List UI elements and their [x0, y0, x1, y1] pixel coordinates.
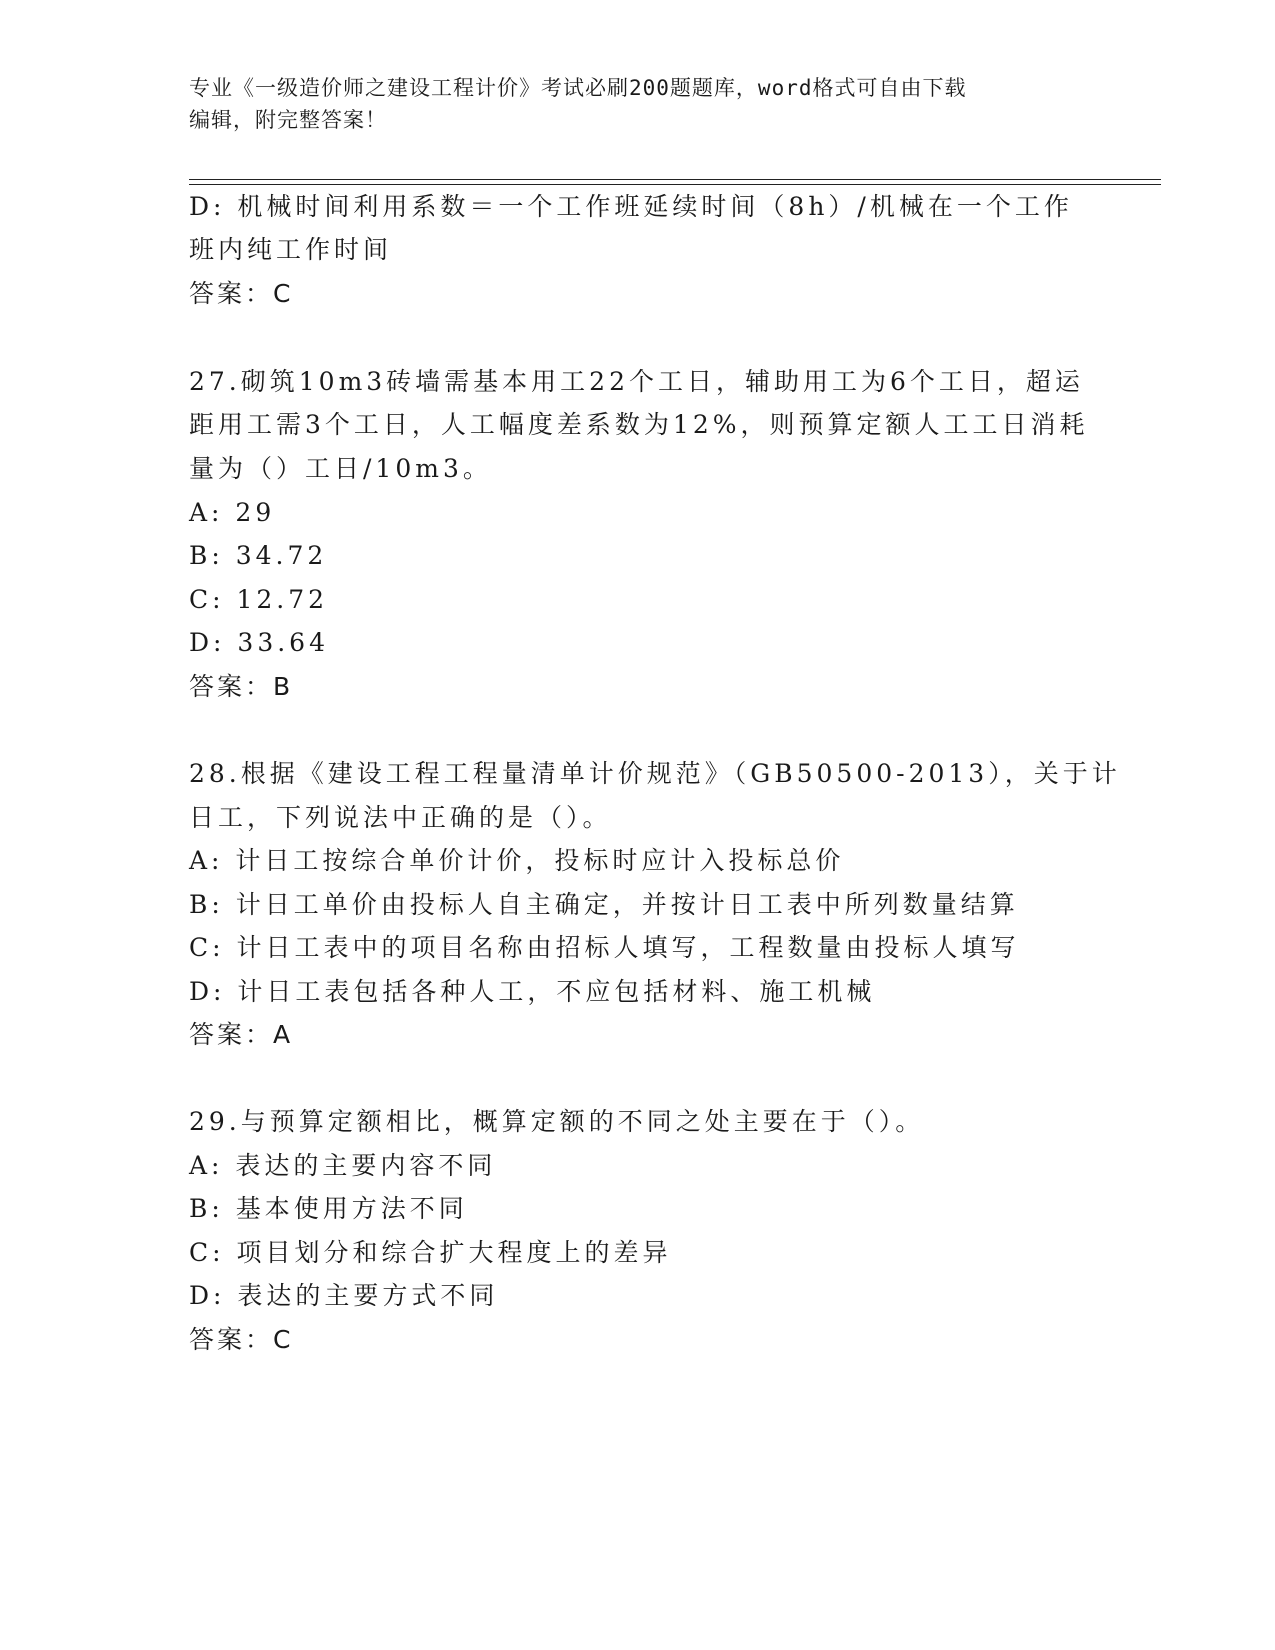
- q27-option-d: D: 33.64: [189, 628, 329, 657]
- q28-option-a: A: 计日工按综合单价计价，投标时应计入投标总价: [189, 846, 845, 875]
- q29-option-c: C: 项目划分和综合扩大程度上的差异: [189, 1238, 672, 1267]
- q27-answer: 答案：B: [189, 672, 294, 701]
- document-header: [189, 72, 1089, 136]
- q27-option-c: C: 12.72: [189, 585, 329, 614]
- q28-stem-line-1: 28.根据《建设工程工程量清单计价规范》（GB50500-2013），关于计: [189, 759, 1121, 788]
- q29-option-d: D: 表达的主要方式不同: [189, 1281, 499, 1310]
- q29-stem-line-1: 29.与预算定额相比，概算定额的不同之处主要在于（）。: [189, 1107, 925, 1136]
- q28-option-d: D: 计日工表包括各种人工，不应包括材料、施工机械: [189, 977, 876, 1006]
- q27-stem-line-3: 量为（）工日/10m3。: [189, 454, 492, 483]
- q27-option-b: B: 34.72: [189, 541, 328, 570]
- q29-option-b: B: 基本使用方法不同: [189, 1194, 468, 1223]
- q27-option-a: A: 29: [189, 498, 276, 527]
- q29-answer: 答案：C: [189, 1325, 294, 1354]
- prev-option-d-line-1: D: 机械时间利用系数＝一个工作班延续时间（8h）/机械在一个工作: [189, 192, 1073, 221]
- q29-option-a: A: 表达的主要内容不同: [189, 1151, 497, 1180]
- q28-option-b: B: 计日工单价由投标人自主确定，并按计日工表中所列数量结算: [189, 890, 1019, 919]
- header-title-line-1: 专业《一级造价师之建设工程计价》考试必刷200题题库，word格式可自由下载: [189, 76, 967, 100]
- q27-stem-line-1: 27.砌筑10m3砖墙需基本用工22个工日，辅助用工为6个工日，超运: [189, 367, 1084, 396]
- q28-answer: 答案：A: [189, 1020, 294, 1049]
- q28-stem-line-2: 日工，下列说法中正确的是（）。: [189, 803, 612, 832]
- prev-option-d-line-2: 班内纯工作时间: [189, 235, 393, 264]
- header-divider-bottom: [189, 184, 1161, 185]
- q27-stem-line-2: 距用工需3个工日，人工幅度差系数为12%，则预算定额人工工日消耗: [189, 410, 1089, 439]
- header-title-line-2: 编辑，附完整答案！: [189, 108, 387, 132]
- header-divider-top: [189, 179, 1161, 180]
- q28-option-c: C: 计日工表中的项目名称由招标人填写，工程数量由投标人填写: [189, 933, 1020, 962]
- prev-answer: 答案：C: [189, 279, 294, 308]
